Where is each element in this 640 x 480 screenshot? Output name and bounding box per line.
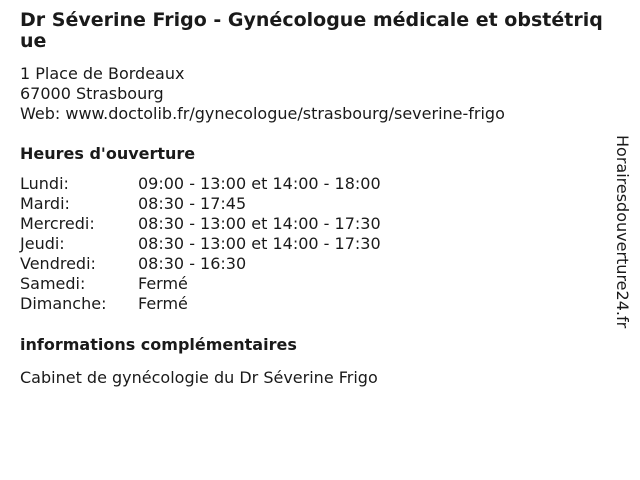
info-heading: informations complémentaires <box>20 335 297 354</box>
website-link[interactable]: Web: www.doctolib.fr/gynecologue/strasbourg/severine-frigo <box>20 104 505 123</box>
address-street: 1 Place de Bordeaux <box>20 64 185 83</box>
page-title: Dr Séverine Frigo - Gynécologue médicale et obstétrique <box>20 9 603 52</box>
hours-row-friday <box>20 254 610 274</box>
watermark-text: Horairesdouverture24.fr <box>613 135 632 329</box>
day-label: Vendredi: <box>20 254 96 273</box>
site-watermark <box>610 135 630 345</box>
hours-row-wednesday <box>20 214 610 234</box>
hours-row-sunday <box>20 294 610 314</box>
hours-row-thursday <box>20 234 610 254</box>
day-label: Dimanche: <box>20 294 107 313</box>
hours-row-tuesday <box>20 194 610 214</box>
hours-value: 08:30 - 13:00 et 14:00 - 17:30 <box>138 234 381 253</box>
business-listing <box>20 10 610 388</box>
info-text: Cabinet de gynécologie du Dr Séverine Frigo <box>20 368 378 387</box>
day-label: Lundi: <box>20 174 69 193</box>
hours-value: 08:30 - 17:45 <box>138 194 247 213</box>
hours-value: Fermé <box>138 274 188 293</box>
day-label: Mercredi: <box>20 214 95 233</box>
hours-value: 09:00 - 13:00 et 14:00 - 18:00 <box>138 174 381 193</box>
hours-value: 08:30 - 13:00 et 14:00 - 17:30 <box>138 214 381 233</box>
hours-value: Fermé <box>138 294 188 313</box>
day-label: Jeudi: <box>20 234 65 253</box>
hours-heading: Heures d'ouverture <box>20 144 196 163</box>
day-label: Mardi: <box>20 194 70 213</box>
opening-hours-table <box>20 174 610 314</box>
hours-value: 08:30 - 16:30 <box>138 254 247 273</box>
address-block <box>20 64 610 124</box>
day-label: Samedi: <box>20 274 86 293</box>
hours-row-monday <box>20 174 610 194</box>
hours-row-saturday <box>20 274 610 294</box>
address-city: 67000 Strasbourg <box>20 84 164 103</box>
